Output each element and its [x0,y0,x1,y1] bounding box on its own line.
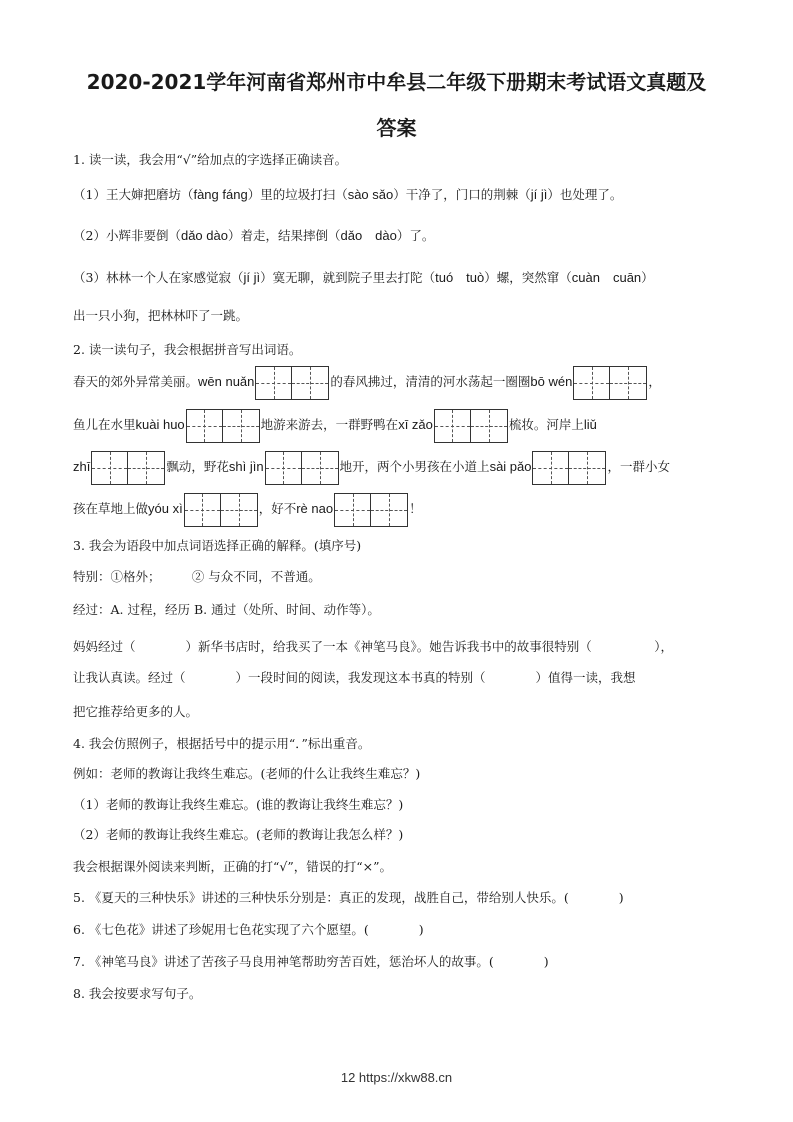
q2-row-2: 鱼儿在水里kuài huo 地游来游去，一群野鸭在xī zǎo 梳妆。河岸上liǔ [73,407,597,443]
q1-item-1: （1）王大婶把磨坊（fàng fáng）里的垃圾打扫（sào sǎo）干净了，门口的荆棘（jí jì）也处理了。 [73,187,623,202]
page-footer: 12 https://xkw88.cn [340,1070,453,1085]
writing-grid[interactable] [255,366,329,400]
q3-definition-jingguo: 经过：A. 过程，经历 B. 通过（处所、时间、动作等）。 [73,602,380,617]
writing-grid[interactable] [265,451,339,485]
writing-grid[interactable] [91,451,165,485]
q8: 8. 我会按要求写句子。 [73,986,202,1001]
page-title: 2020-2021学年河南省郑州市中牟县二年级下册期末考试语文真题及 [86,70,707,94]
q4-example: 例如：老师的教诲让我终生难忘。(老师的什么让我终生难忘？) [73,766,421,781]
q1-item-3: （3）林林一个人在家感觉寂（jí jì）寞无聊，就到院子里去打陀（tuó tuò）螺，突然窜（cuàn cuān） [73,270,654,285]
q2-row-1: 春天的郊外异常美丽。wēn nuǎn 的春风拂过，清清的河水荡起一圈圈bō wén ， [73,364,661,400]
q4-item-1: （1）老师的教诲让我终生难忘。(谁的教诲让我终生难忘？) [73,797,404,812]
writing-grid[interactable] [186,409,260,443]
q4-item-2: （2）老师的教诲让我终生难忘。(老师的教诲让我怎么样？) [73,827,404,842]
q1-stem: 1. 读一读，我会用“√”给加点的字选择正确读音。 [73,152,348,167]
q6: 6. 《七色花》讲述了珍妮用七色花实现了六个愿望。( ) [73,922,424,937]
q2-row-4: 孩在草地上做yóu xì ，好不rè nao ！ [73,491,422,527]
page-title-continued: 答案 [376,116,417,140]
q3-definition-tebie: 特别：①格外； ② 与众不同，不普通。 [73,569,321,584]
q7: 7. 《神笔马良》讲述了苦孩子马良用神笔帮助穷苦百姓，惩治坏人的故事。( ) [73,954,549,969]
writing-grid[interactable] [334,493,408,527]
q5: 5. 《夏天的三种快乐》讲述的三种快乐分别是：真正的发现，战胜自己，带给别人快乐。( ) [73,890,624,905]
q1-item-2: （2）小辉非要倒（dǎo dào）着走，结果摔倒（dǎo dào）了。 [73,228,435,243]
q2-row-3: zhī 飘动，野花shì jìn 地开，两个小男孩在小道上sài pǎo ，一群小女 [73,449,670,485]
q3-stem: 3. 我会为语段中加点词语选择正确的解释。(填序号) [73,538,362,553]
writing-grid[interactable] [184,493,258,527]
writing-grid[interactable] [434,409,508,443]
q4-stem: 4. 我会仿照例子，根据括号中的提示用“．”标出重音。 [73,736,371,751]
q2-stem: 2. 读一读句子，我会根据拼音写出词语。 [73,342,302,357]
writing-grid[interactable] [573,366,647,400]
q3-passage-line-1: 妈妈经过（ ）新华书店时，给我买了一本《神笔马良》。她告诉我书中的故事很特别（ ）， [73,639,674,654]
judge-instructions: 我会根据课外阅读来判断，正确的打“√”，错误的打“×”。 [73,859,393,874]
q3-passage-line-3: 把它推荐给更多的人。 [73,704,199,719]
q1-item-3-continued: 出一只小狗，把林林吓了一跳。 [73,308,249,323]
writing-grid[interactable] [532,451,606,485]
q3-passage-line-2: 让我认真读。经过（ ）一段时间的阅读，我发现这本书真的特别（ ）值得一读，我想 [73,670,636,685]
